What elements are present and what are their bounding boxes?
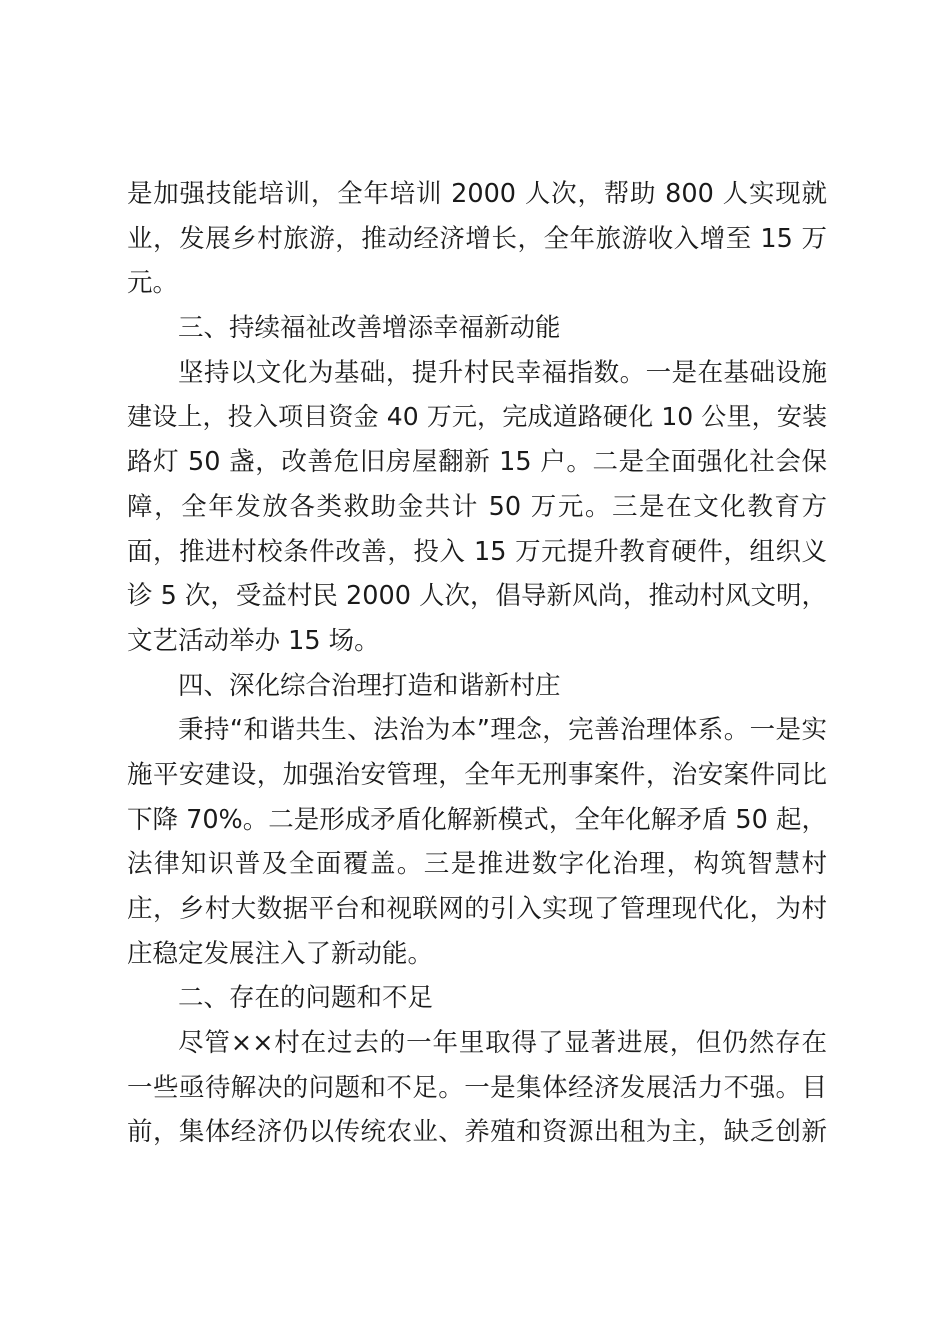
text-line: 元。: [127, 268, 179, 299]
text-line: 秉持“和谐共生、法治为本”理念，完善治理体系。一是实: [178, 715, 827, 746]
text-line: 庄稳定发展注入了新动能。: [127, 938, 434, 969]
text-line: 文艺活动举办 15 场。: [127, 625, 380, 656]
text-line: 法律知识普及全面覆盖。三是推进数字化治理，构筑智慧村: [127, 849, 827, 880]
text-line: 尽管××村在过去的一年里取得了显著进展，但仍然存在: [178, 1028, 827, 1059]
text-line: 面，推进村校条件改善，投入 15 万元提升教育硬件，组织义: [127, 536, 827, 567]
text-line: 四、深化综合治理打造和谐新村庄: [178, 670, 561, 701]
text-line: 下降 70%。二是形成矛盾化解新模式，全年化解矛盾 50 起，: [127, 804, 827, 835]
text-line: 施平安建设，加强治安管理，全年无刑事案件，治安案件同比: [127, 759, 827, 790]
text-line: 前，集体经济仍以传统农业、养殖和资源出租为主，缺乏创新: [127, 1117, 827, 1148]
text-line: 庄，乡村大数据平台和视联网的引入实现了管理现代化，为村: [127, 894, 827, 924]
document-body: [127, 172, 827, 1155]
text-line: 建设上，投入项目资金 40 万元，完成道路硬化 10 公里，安装: [127, 402, 827, 432]
text-line: 业，发展乡村旅游，推动经济增长，全年旅游收入增至 15 万: [127, 223, 827, 254]
text-line: 坚持以文化为基础，提升村民幸福指数。一是在基础设施: [178, 357, 827, 388]
text-line: 路灯 50 盏，改善危旧房屋翻新 15 户。二是全面强化社会保: [127, 447, 827, 478]
text-line: 障，全年发放各类救助金共计 50 万元。三是在文化教育方: [127, 491, 827, 522]
text-line: 三、持续福祉改善增添幸福新动能: [178, 313, 561, 344]
text-line: 是加强技能培训，全年培训 2000 人次，帮助 800 人实现就: [127, 179, 827, 209]
text-line: 诊 5 次，受益村民 2000 人次，倡导新风尚，推动村风文明，: [127, 581, 828, 612]
text-line: 二、存在的问题和不足: [178, 983, 434, 1014]
text-line: 一些亟待解决的问题和不足。一是集体经济发展活力不强。目: [127, 1072, 827, 1103]
